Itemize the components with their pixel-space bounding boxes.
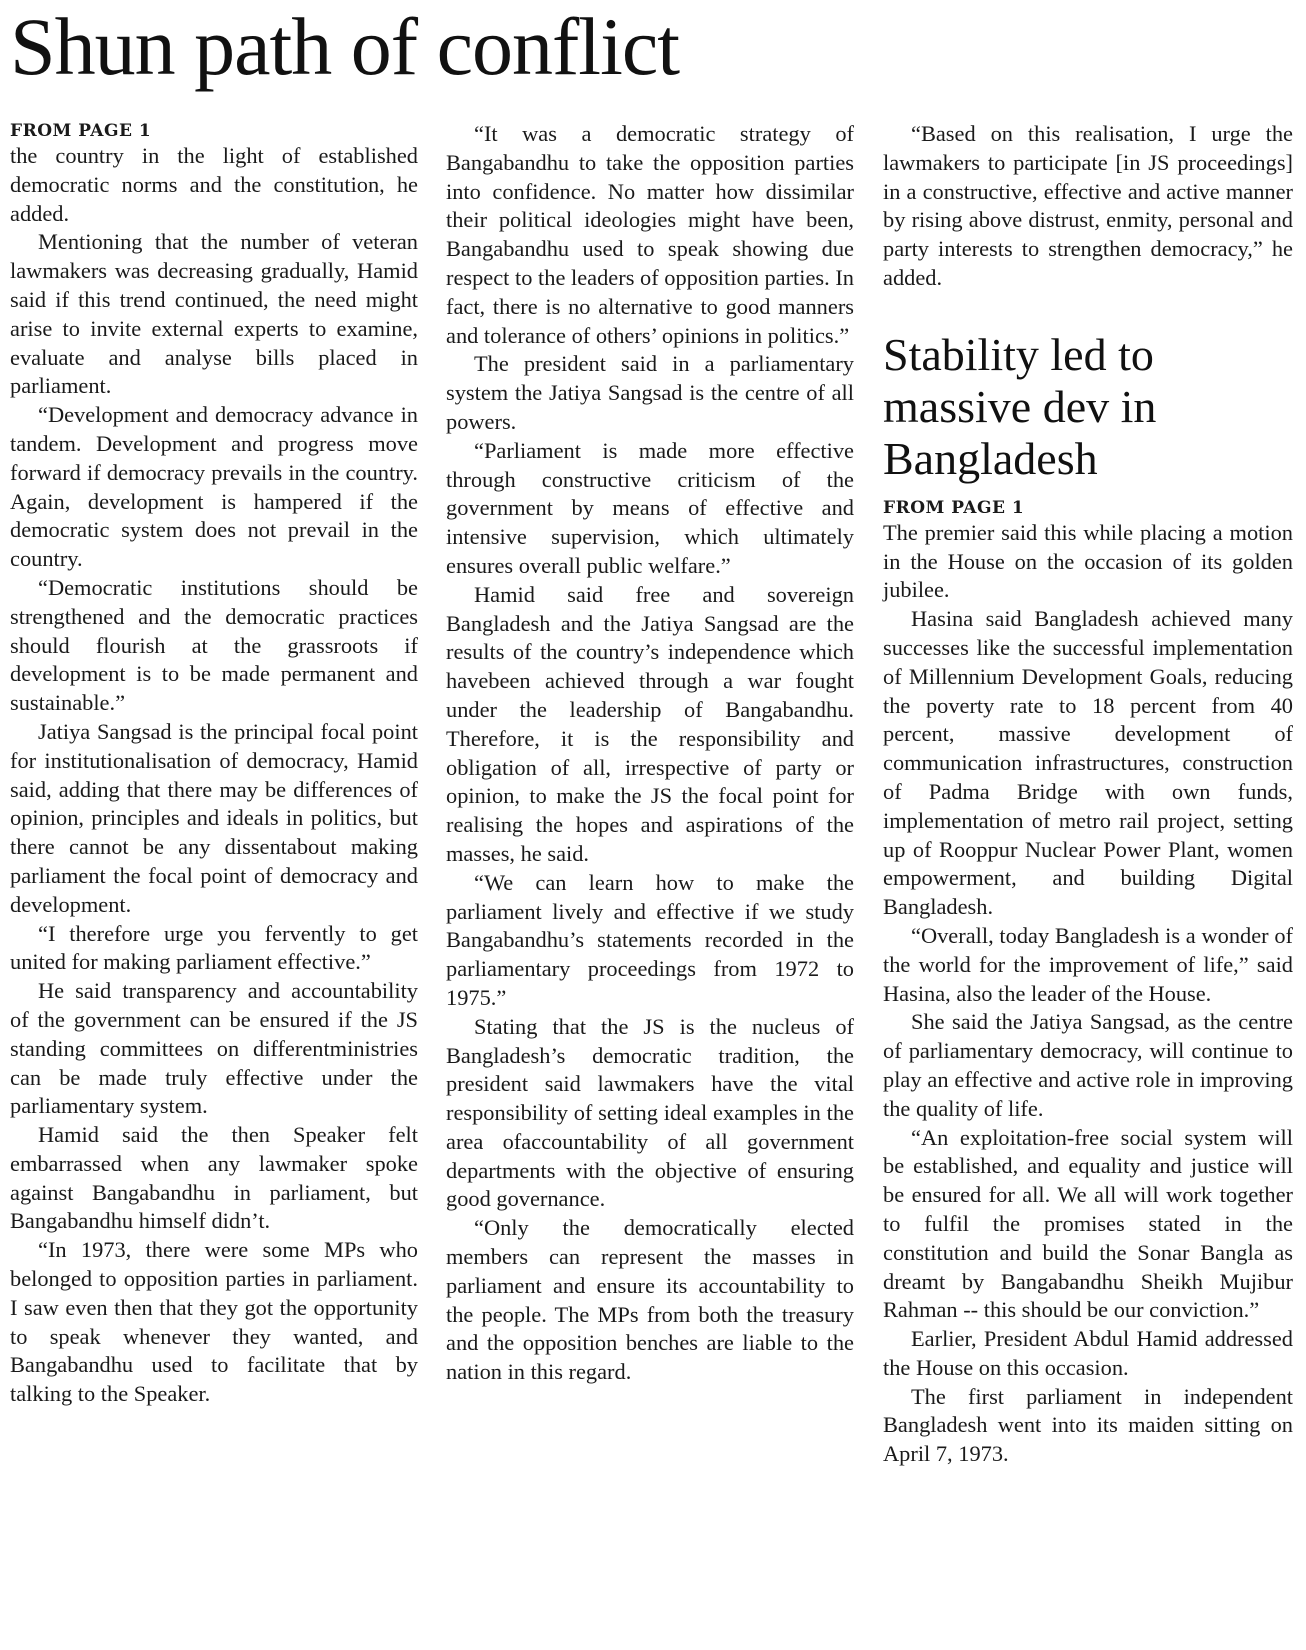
article-paragraph: She said the Jatiya Sangsad, as the centre of parliamentary democracy, will continue to play an effective and active role in improving the quality of life. [883,1009,1293,1121]
article-paragraph: the country in the light of established democratic norms and the constitution, he added. [10,143,418,226]
article-paragraph: “In 1973, there were some MPs who belonged to opposition parties in parliament. I saw even then that they got the opportunity to speak whenever they wanted, and Bangabandhu used to facilitate that by talking to the Speaker. [10,1237,418,1407]
article-paragraph: “Only the democratically elected members can represent the masses in parliament and ensure its accountability to the people. The MPs from both the treasury and the opposition benches are liable to the nation in this regard. [446,1215,854,1385]
article-paragraph: Earlier, President Abdul Hamid addressed the House on this occasion. [883,1326,1293,1380]
article-paragraph: “It was a democratic strategy of Bangabandhu to take the opposition parties into confidence. No matter how dissimilar their political ideologies might have been, Bangabandhu used to speak showing due respect to the leaders of opposition parties. In fact, there is no alternative to good manners and tolerance of others’ opinions in politics.” [446,121,854,348]
article-paragraph: Stating that the JS is the nucleus of Bangladesh’s democratic tradition, the president said lawmakers have the vital responsibility of setting ideal examples in the area ofaccountability of all government departments with the objective of ensuring good governance. [446,1013,854,1212]
article-paragraph: “Parliament is made more effective through constructive criticism of the government by means of effective and intensive supervision, which ultimately ensures overall public welfare.” [446,437,854,578]
page-headline: Shun path of conflict [10,1,680,92]
column-3 [883,120,1293,1469]
article-paragraph: Jatiya Sangsad is the principal focal point for institutionalisation of democracy, Hamid said, adding that there may be differences of opinion, principles and ideals in politics, but there cannot be any dissentabout making parliament the focal point of democracy and development. [10,718,418,917]
article-paragraph: “An exploitation-free social system will be established, and equality and justice will be ensured for all. We all will work together to fulfil the promises stated in the constitution and build the Sonar Bangla as dreamt by Bangabandhu Sheikh Mujibur Rahman -- this should be our conviction.” [883,1124,1293,1323]
article-paragraph: “Overall, today Bangladesh is a wonder of the world for the improvement of life,” said Hasina, also the leader of the House. [883,922,1293,1006]
continuation-kicker: FROM PAGE 1 [10,121,152,141]
second-story-kicker: FROM PAGE 1 [883,497,1025,518]
article-paragraph: The first parliament in independent Bangladesh went into its maiden sitting on April 7, 1973. [883,1383,1293,1467]
article-paragraph: “I therefore urge you fervently to get united for making parliament effective.” [10,920,418,975]
column-1 [10,120,418,1409]
article-paragraph: Hamid said free and sovereign Bangladesh and the Jatiya Sangsad are the results of the country’s independence which havebeen achieved through a war fought under the leadership of Bangabandhu. Therefore, it is the responsibility and obligation of all, irrespective of party or opinion, to make the JS the focal point for realising the hopes and aspirations of the masses, he said. [446,581,854,866]
article-paragraph: “Based on this realisation, I urge the lawmakers to participate [in JS proceedings] in a constructive, effective and active manner by rising above distrust, enmity, personal and party interests to strengthen democracy,” he added. [883,121,1293,290]
article-paragraph: “Democratic institutions should be strengthened and the democratic practices should flourish at the grassroots if development is to be made permanent and sustainable.” [10,574,418,716]
article-paragraph: The president said in a parliamentary system the Jatiya Sangsad is the centre of all powers. [446,351,854,434]
article-paragraph: “Development and democracy advance in tandem. Development and progress move forward if democracy prevails in the country. Again, development is hampered if the democratic system does not prevail in the country. [10,402,418,572]
article-paragraph: He said transparency and accountability of the government can be ensured if the JS standing committees on differentministries can be made truly effective under the parliamentary system. [10,978,418,1119]
article-paragraph: Hamid said the then Speaker felt embarrassed when any lawmaker spoke against Bangabandhu in parliament, but Bangabandhu himself didn’t. [10,1122,418,1234]
article-paragraph: Hasina said Bangladesh achieved many successes like the successful implementation of Millennium Development Goals, reducing the poverty rate to 18 percent from 40 percent, massive development of communication infrastructures, construction of Padma Bridge with own funds, implementation of metro rail project, setting up of Rooppur Nuclear Power Plant, women empowerment, and building Digital Bangladesh. [883,606,1293,920]
article-paragraph: Mentioning that the number of veteran lawmakers was decreasing gradually, Hamid said if this trend continued, the need might arise to invite external experts to examine, evaluate and analyse bills placed in parliament. [10,229,418,399]
second-story-headline: Stability led to massive dev in Bangladesh [883,328,1157,484]
article-paragraph: “We can learn how to make the parliament lively and effective if we study Bangabandhu’s statements recorded in the parliamentary proceedings from 1972 to 1975.” [446,869,854,1010]
article-paragraph: The premier said this while placing a motion in the House on the occasion of its golden jubilee. [883,519,1293,603]
column-2 [446,120,854,1387]
